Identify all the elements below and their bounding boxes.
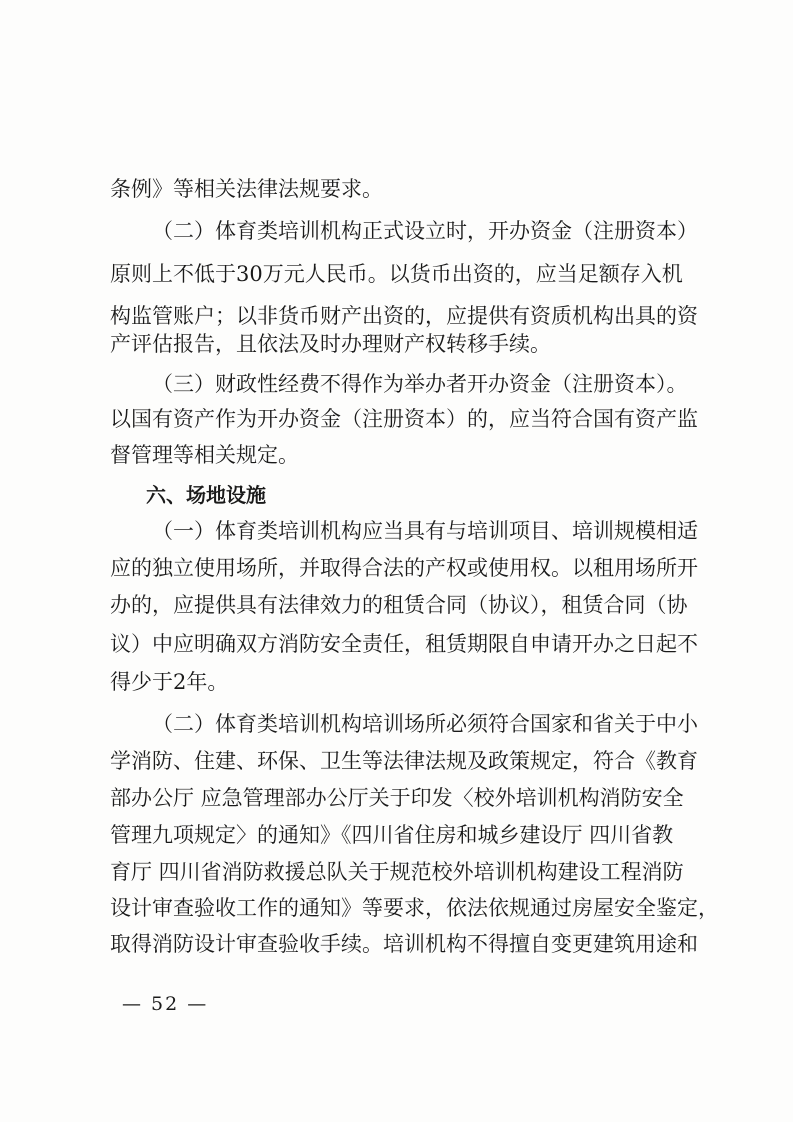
paragraph-line: 以国有资产作为开办资金（注册资本）的，应当符合国有资产监 <box>110 407 698 431</box>
paragraph-line: （一）体育类培训机构应当具有与培训项目、培训规模相适 <box>152 519 698 543</box>
paragraph-line: 原则上不低于30万元人民币。以货币出资的，应当足额存入机 <box>110 262 683 286</box>
paragraph-line: （二）体育类培训机构正式设立时，开办资金（注册资本） <box>152 219 698 243</box>
paragraph-line: 学消防、住建、环保、卫生等法律法规及政策规定，符合《教育 <box>110 749 698 773</box>
paragraph-line: 条例》等相关法律法规要求。 <box>110 177 383 201</box>
paragraph-line: 部办公厅 应急管理部办公厅关于印发〈校外培训机构消防安全 <box>110 786 684 810</box>
paragraph-line: 应的独立使用场所，并取得合法的产权或使用权。以租用场所开 <box>110 556 698 580</box>
paragraph-line: （二）体育类培训机构培训场所必须符合国家和省关于中小 <box>152 712 698 736</box>
paragraph-line: 设计审查验收工作的通知》等要求，依法依规通过房屋安全鉴定， <box>110 896 719 920</box>
paragraph-line: 办的，应提供具有法律效力的租赁合同（协议），租赁合同（协 <box>110 593 688 617</box>
paragraph-line: （三）财政性经费不得作为举办者开办资金（注册资本）。 <box>152 372 688 396</box>
paragraph-line: 取得消防设计审查验收手续。培训机构不得擅自变更建筑用途和 <box>110 932 698 956</box>
paragraph-line: 督管理等相关规定。 <box>110 443 299 467</box>
paragraph-line: 产评估报告，且依法及时办理财产权转移手续。 <box>110 332 551 356</box>
paragraph-line: 得少于2年。 <box>110 670 229 694</box>
paragraph-line: 育厅 四川省消防救援总队关于规范校外培训机构建设工程消防 <box>110 860 684 884</box>
section-heading: 六、场地设施 <box>146 483 266 507</box>
paragraph-line: 议）中应明确双方消防安全责任，租赁期限自申请开办之日起不 <box>110 632 698 656</box>
paragraph-line: 管理九项规定〉的通知》《四川省住房和城乡建设厅 四川省教 <box>110 823 674 847</box>
page-number: — 52 — <box>122 993 209 1015</box>
paragraph-line: 构监管账户；以非货币财产出资的，应提供有资质机构出具的资 <box>110 304 698 328</box>
